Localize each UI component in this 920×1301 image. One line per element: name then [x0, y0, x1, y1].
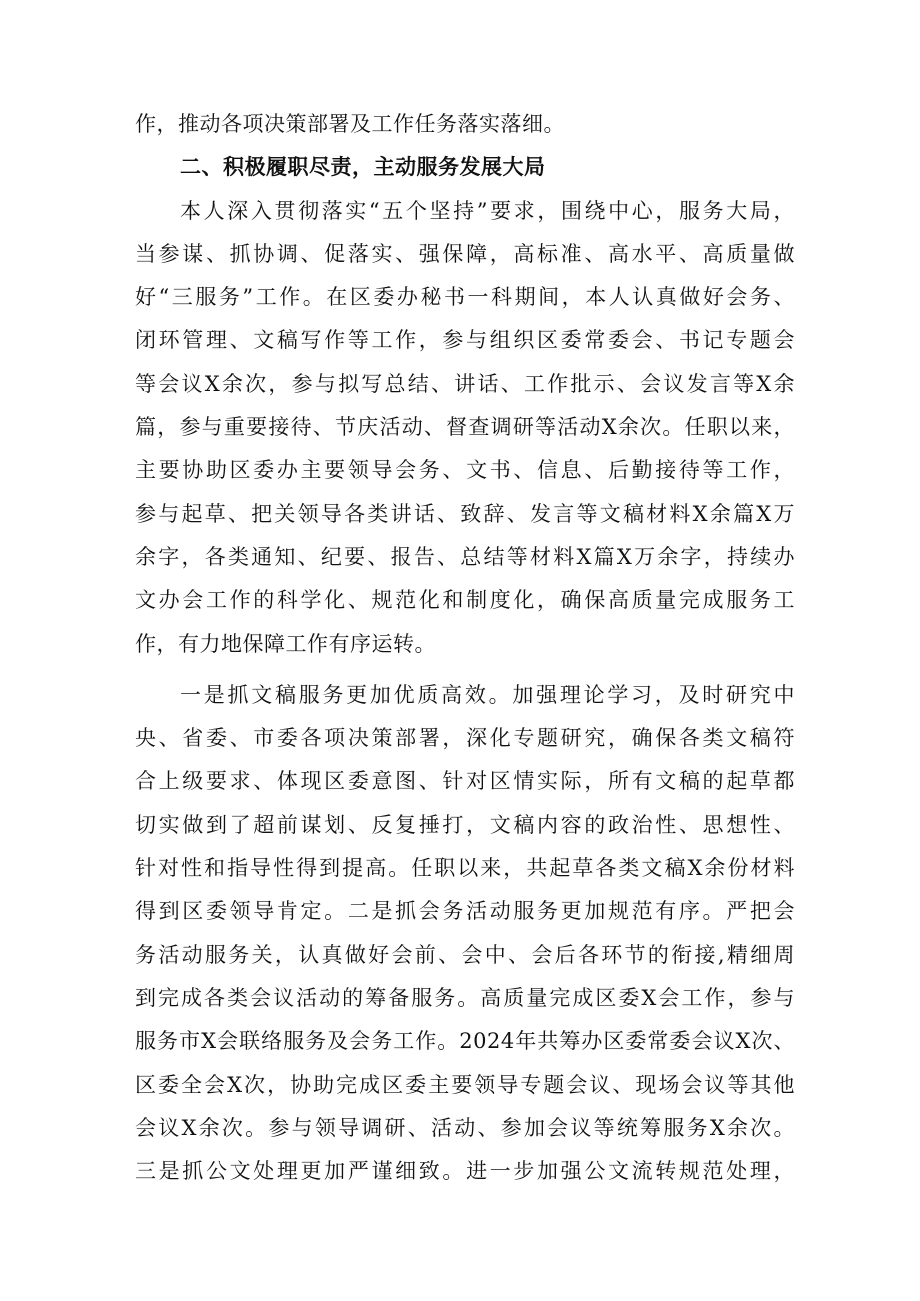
paragraph-2-line: 合上级要求、体现区委意图、针对区情实际，所有文稿的起草都: [135, 769, 795, 794]
paragraph-2-line: 切实做到了超前谋划、反复捶打，文稿内容的政治性、思想性、: [135, 812, 795, 837]
paragraph-2-line: 会议X余次。参与领导调研、活动、参加会议等统筹服务X余次。: [135, 1115, 795, 1140]
paragraph-2-line: 得到区委领导肯定。二是抓会务活动服务更加规范有序。严把会: [135, 899, 795, 924]
paragraph-1-line: 闭环管理、文稿写作等工作，参与组织区委常委会、书记专题会: [135, 328, 795, 353]
paragraph-1-line: 文办会工作的科学化、规范化和制度化，确保高质量完成服务工: [135, 588, 795, 613]
paragraph-2-line: 央、省委、市委各项决策部署，深化专题研究，确保各类文稿符: [135, 726, 795, 751]
paragraph-2-line: 到完成各类会议活动的筹备服务。高质量完成区委X会工作，参与: [135, 985, 795, 1010]
paragraph-1-line: 当参谋、抓协调、促落实、强保障，高标准、高水平、高质量做: [135, 241, 795, 266]
paragraph-1-line: 本人深入贯彻落实“五个坚持”要求，围绕中心，服务大局，: [180, 198, 795, 223]
paragraph-1-line: 好“三服务”工作。在区委办秘书一科期间，本人认真做好会务、: [135, 285, 795, 310]
paragraph-1-line: 余字，各类通知、纪要、报告、总结等材料X篇X万余字，持续办: [135, 544, 795, 569]
paragraph-1-line: 等会议X余次，参与拟写总结、讲话、工作批示、会议发言等X余: [135, 371, 795, 396]
section-heading: 二、积极履职尽责，主动服务发展大局: [180, 155, 546, 180]
paragraph-1: [135, 190, 795, 666]
paragraph-1-line: 参与起草、把关领导各类讲话、致辞、发言等文稿材料X余篇X万: [135, 501, 795, 526]
intro-tail-line: 作，推动各项决策部署及工作任务落实落细。: [135, 112, 565, 136]
paragraph-2: [135, 674, 795, 1194]
document-page: [135, 103, 795, 1193]
paragraph-2-line: 三是抓公文处理更加严谨细致。进一步加强公文流转规范处理，: [135, 1159, 795, 1184]
paragraph-2-line: 区委全会X次，协助完成区委主要领导专题会议、现场会议等其他: [135, 1072, 795, 1097]
paragraph-2-line: 一是抓文稿服务更加优质高效。加强理论学习，及时研究中: [180, 682, 795, 707]
paragraph-2-line: 务活动服务关，认真做好会前、会中、会后各环节的衔接,精细周: [135, 942, 795, 967]
paragraph-2-line: 针对性和指导性得到提高。任职以来，共起草各类文稿X余份材料: [135, 856, 795, 881]
paragraph-2-line: 服务市X会联络服务及会务工作。2024年共筹办区委常委会议X次、: [135, 1029, 795, 1054]
paragraph-1-line: 篇，参与重要接待、节庆活动、督查调研等活动X余次。任职以来，: [135, 415, 795, 440]
paragraph-gap: [135, 666, 795, 674]
paragraph-1-line: 主要协助区委办主要领导会务、文书、信息、后勤接待等工作，: [135, 458, 795, 483]
paragraph-1-line: 作，有力地保障工作有序运转。: [135, 631, 436, 656]
